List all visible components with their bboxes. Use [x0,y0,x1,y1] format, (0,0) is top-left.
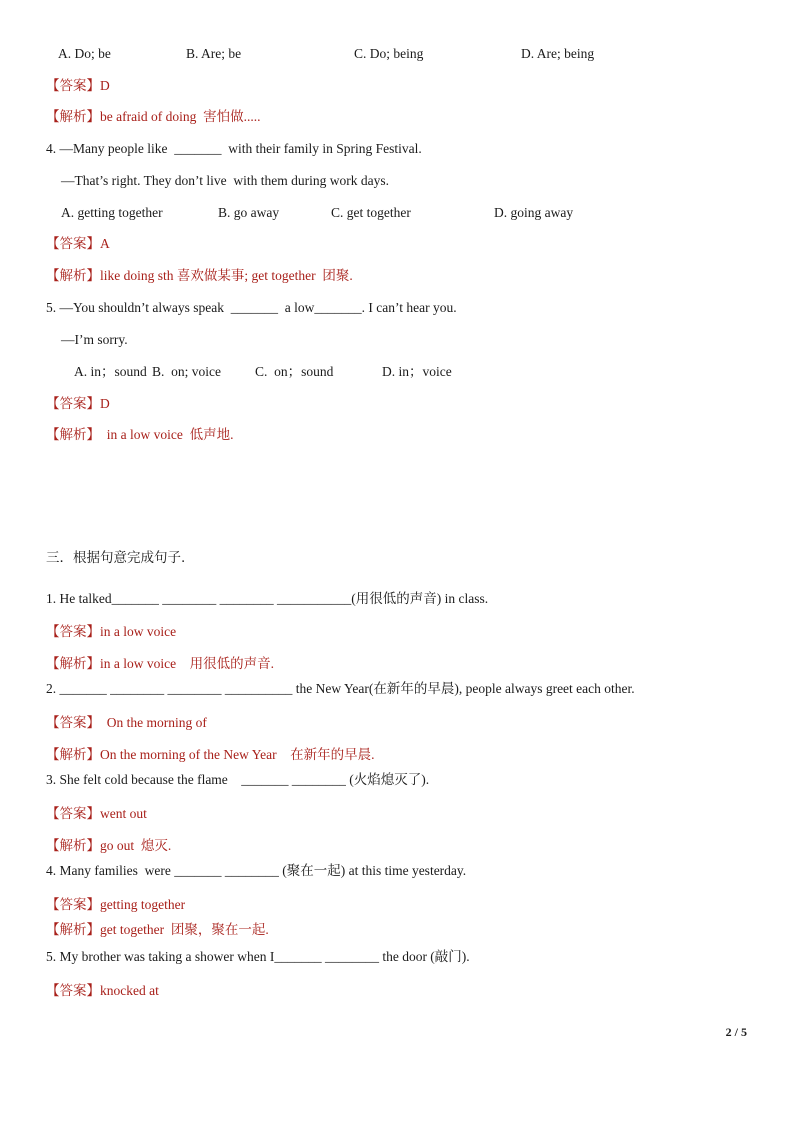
s3-answer [46,805,147,823]
explain-text: in a low voice 用很低的声音. [100,656,274,671]
q5-option-a: A. in；sound [74,364,147,379]
q3-answer [46,77,110,95]
explain-tag: 【解析】 [46,747,100,762]
explain-text: in a low voice 低声地. [100,427,234,442]
answer-tag: 【答案】 [46,624,100,639]
answer-tag: 【答案】 [46,983,100,998]
explain-tag: 【解析】 [46,922,100,937]
q5-line-1: 5. —You shouldn’t always speak _______ a low_______. I can’t hear you. [46,300,457,315]
q4-option-a: A. getting together [61,205,163,220]
explain-text: On the morning of the New Year 在新年的早晨. [100,747,375,762]
q4-line-2: —That’s right. They don’t live with them during work days. [61,173,389,188]
explain-tag: 【解析】 [46,838,100,853]
s1-answer [46,623,176,641]
q3-option-a: A. Do; be [58,46,111,61]
section-3-title: 三．根据句意完成句子. [46,550,186,566]
answer-tag: 【答案】 [46,806,100,821]
explain-text: go out 熄灭. [100,838,172,853]
explain-tag: 【解析】 [46,268,100,283]
answer-value: went out [100,806,147,821]
s4-line: 4. Many families were _______ ________ (聚在一起) at this time yesterday. [46,863,467,878]
explain-tag: 【解析】 [46,109,100,124]
s5-line: 5. My brother was taking a shower when I_______ ________ the door (敲门). [46,949,470,964]
q5-option-b: B. on; voice [152,364,221,379]
q3-option-d: D. Are; being [521,46,595,61]
answer-value: On the morning of [100,715,207,730]
s3-explanation [46,837,171,855]
answer-tag: 【答案】 [46,78,100,93]
explain-text: get together 团聚，聚在一起. [100,922,269,937]
s2-explanation [46,746,374,764]
q5-option-c: C. on；sound [255,364,334,379]
q3-option-b: B. Are; be [186,46,242,61]
explain-text: like doing sth 喜欢做某事; get together 团聚. [100,268,353,283]
q4-option-c: C. get together [331,205,411,220]
s1-line: 1. He talked_______ ________ ________ ___________(用很低的声音) in class. [46,591,489,606]
answer-value: knocked at [100,983,159,998]
s1-explanation [46,655,274,673]
q5-line-2: —I’m sorry. [61,332,128,347]
explain-tag: 【解析】 [46,656,100,671]
s4-explanation [46,921,269,939]
q4-explanation [46,267,353,285]
q4-line-1: 4. —Many people like _______ with their family in Spring Festival. [46,141,422,156]
s2-line: 2. _______ ________ ________ __________ the New Year(在新年的早晨), people always greet each other. [46,681,635,696]
page-number: 2 / 5 [725,1025,747,1039]
answer-tag: 【答案】 [46,715,100,730]
answer-tag: 【答案】 [46,396,100,411]
s3-line: 3. She felt cold because the flame _______ ________ (火焰熄灭了). [46,772,430,787]
q5-option-d: D. in；voice [382,364,452,379]
q4-answer [46,235,110,253]
q3-option-c: C. Do; being [354,46,424,61]
answer-value: in a low voice [100,624,177,639]
q4-option-d: D. going away [494,205,574,220]
q5-answer [46,395,110,413]
q3-explanation [46,108,260,126]
s2-answer [46,714,207,732]
answer-tag: 【答案】 [46,897,100,912]
s5-answer [46,982,159,1000]
answer-value: getting together [100,897,186,912]
q4-option-b: B. go away [218,205,280,220]
answer-value: A [100,236,110,251]
explain-text: be afraid of doing 害怕做..... [100,109,261,124]
q5-explanation [46,426,233,444]
answer-value: D [100,78,110,93]
answer-value: D [100,396,110,411]
explain-tag: 【解析】 [46,427,100,442]
answer-tag: 【答案】 [46,236,100,251]
s4-answer [46,896,185,914]
